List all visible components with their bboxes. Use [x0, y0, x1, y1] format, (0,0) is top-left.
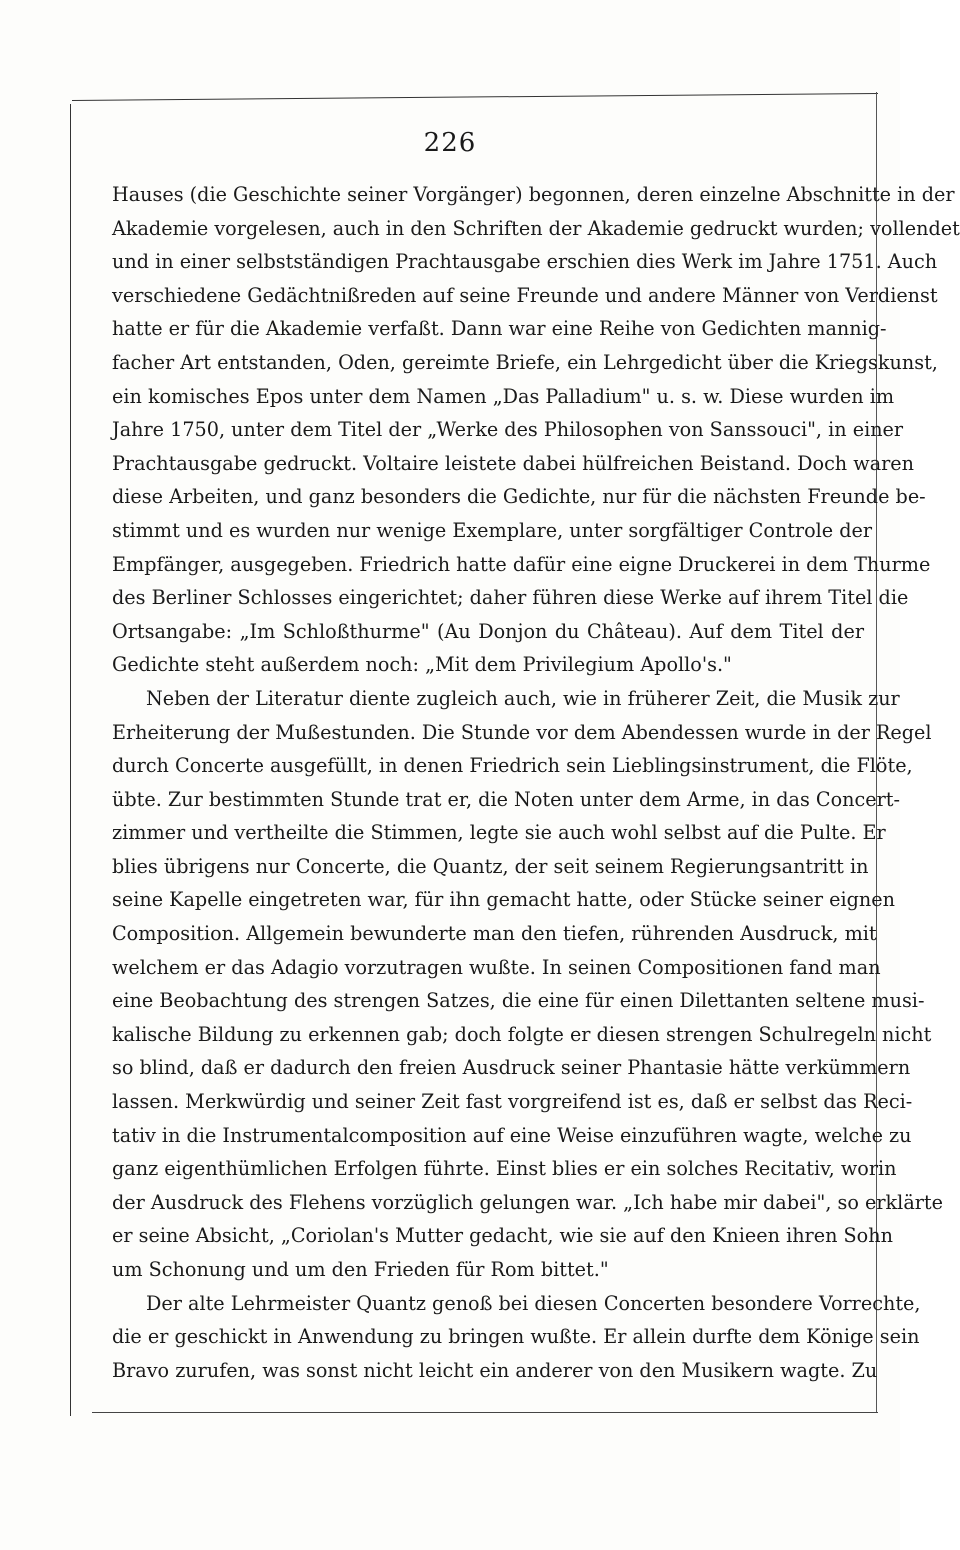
- page-border-left: [70, 104, 71, 1416]
- text-line: die er geschickt in Anwendung zu bringen wußte. Er allein durfte dem Könige sein: [112, 1325, 920, 1349]
- text-line: kalische Bildung zu erkennen gab; doch folgte er diesen strengen Schulregeln nicht: [112, 1022, 932, 1046]
- text-line: der Ausdruck des Flehens vorzüglich gelungen war. „Ich habe mir dabei", so erklärte: [112, 1190, 944, 1214]
- text-line: blies übrigens nur Concerte, die Quantz, der seit seinem Regierungsantritt in: [112, 854, 869, 878]
- text-line: hatte er für die Akademie verfaßt. Dann war eine Reihe von Gedichten mannig-: [112, 317, 887, 341]
- text-line: eine Beobachtung des strengen Satzes, die eine für einen Dilettanten seltene musi-: [112, 989, 925, 1013]
- text-line: Ortsangabe: „Im Schloßthurme" (Au Donjon du Château). Auf dem Titel der: [112, 619, 864, 643]
- text-line: Hauses (die Geschichte seiner Vorgänger) begonnen, deren einzelne Abschnitte in der: [112, 183, 955, 206]
- text-line: er seine Absicht, „Coriolan's Mutter gedacht, wie sie auf den Knieen ihren Sohn: [112, 1224, 893, 1248]
- text-line: des Berliner Schlosses eingerichtet; daher führen diese Werke auf ihrem Titel die: [112, 586, 909, 610]
- text-line: Empfänger, ausgegeben. Friedrich hatte dafür eine eigne Druckerei in dem Thurme: [112, 552, 931, 576]
- text-line: lassen. Merkwürdig und seiner Zeit fast vorgreifend ist es, daß er selbst das Reci-: [112, 1090, 913, 1114]
- text-line: tativ in die Instrumentalcomposition auf eine Weise einzuführen wagte, welche zu: [112, 1123, 912, 1147]
- text-line: und in einer selbstständigen Prachtausgabe erschien dies Werk im Jahre 1751. Auch: [112, 250, 938, 274]
- text-line: um Schonung und um den Frieden für Rom bittet.": [112, 1258, 609, 1281]
- text-line: welchem er das Adagio vorzutragen wußte. In seinen Compositionen fand man: [112, 955, 881, 979]
- text-line: Der alte Lehrmeister Quantz genoß bei diesen Concerten besondere Vorrechte,: [146, 1291, 921, 1315]
- text-line: seine Kapelle eingetreten war, für ihn gemacht hatte, oder Stücke seiner eignen: [112, 888, 895, 912]
- text-line: Gedichte steht außerdem noch: „Mit dem Privilegium Apollo's.": [112, 653, 732, 677]
- text-line: Prachtausgabe gedruckt. Voltaire leistete dabei hülfreichen Beistand. Doch waren: [112, 451, 915, 475]
- text-line: Erheiterung der Mußestunden. Die Stunde vor dem Abendessen wurde in der Regel: [112, 720, 932, 744]
- text-line: übte. Zur bestimmten Stunde trat er, die Noten unter dem Arme, in das Concert-: [112, 787, 900, 811]
- text-line: ein komisches Epos unter dem Namen „Das Palladium" u. s. w. Diese wurden im: [112, 384, 895, 408]
- text-line: ganz eigenthümlichen Erfolgen führte. Einst blies er ein solches Recitativ, worin: [112, 1157, 897, 1181]
- text-line: Jahre 1750, unter dem Titel der „Werke des Philosophen von Sanssouci", in einer: [112, 418, 904, 442]
- text-line: durch Concerte ausgefüllt, in denen Friedrich sein Lieblingsinstrument, die Flöte,: [112, 754, 913, 778]
- text-line: Akademie vorgelesen, auch in den Schriften der Akademie gedruckt wurden; vollendet: [112, 216, 960, 240]
- text-line: facher Art entstanden, Oden, gereimte Briefe, ein Lehrgedicht über die Kriegskunst,: [112, 350, 938, 374]
- body-text: [112, 178, 960, 1387]
- text-line: Neben der Literatur diente zugleich auch, wie in früherer Zeit, die Musik zur: [146, 686, 900, 710]
- page-border-bottom: [92, 1412, 878, 1413]
- text-line: Bravo zurufen, was sonst nicht leicht ein anderer von den Musikern wagte. Zu: [112, 1358, 878, 1382]
- text-line: Composition. Allgemein bewunderte man den tiefen, rührenden Ausdruck, mit: [112, 922, 877, 946]
- page-number: 226: [423, 128, 477, 158]
- text-line: so blind, daß er dadurch den freien Ausdruck seiner Phantasie hätte verkümmern: [112, 1056, 911, 1080]
- text-line: stimmt und es wurden nur wenige Exemplare, unter sorgfältiger Controle der: [112, 518, 873, 542]
- page-border-top: [72, 93, 878, 101]
- text-line: verschiedene Gedächtnißreden auf seine Freunde und andere Männer von Verdienst: [112, 283, 938, 307]
- text-line: diese Arbeiten, und ganz besonders die Gedichte, nur für die nächsten Freunde be-: [112, 485, 926, 509]
- text-line: zimmer und vertheilte die Stimmen, legte sie auch wohl selbst auf die Pulte. Er: [112, 821, 886, 845]
